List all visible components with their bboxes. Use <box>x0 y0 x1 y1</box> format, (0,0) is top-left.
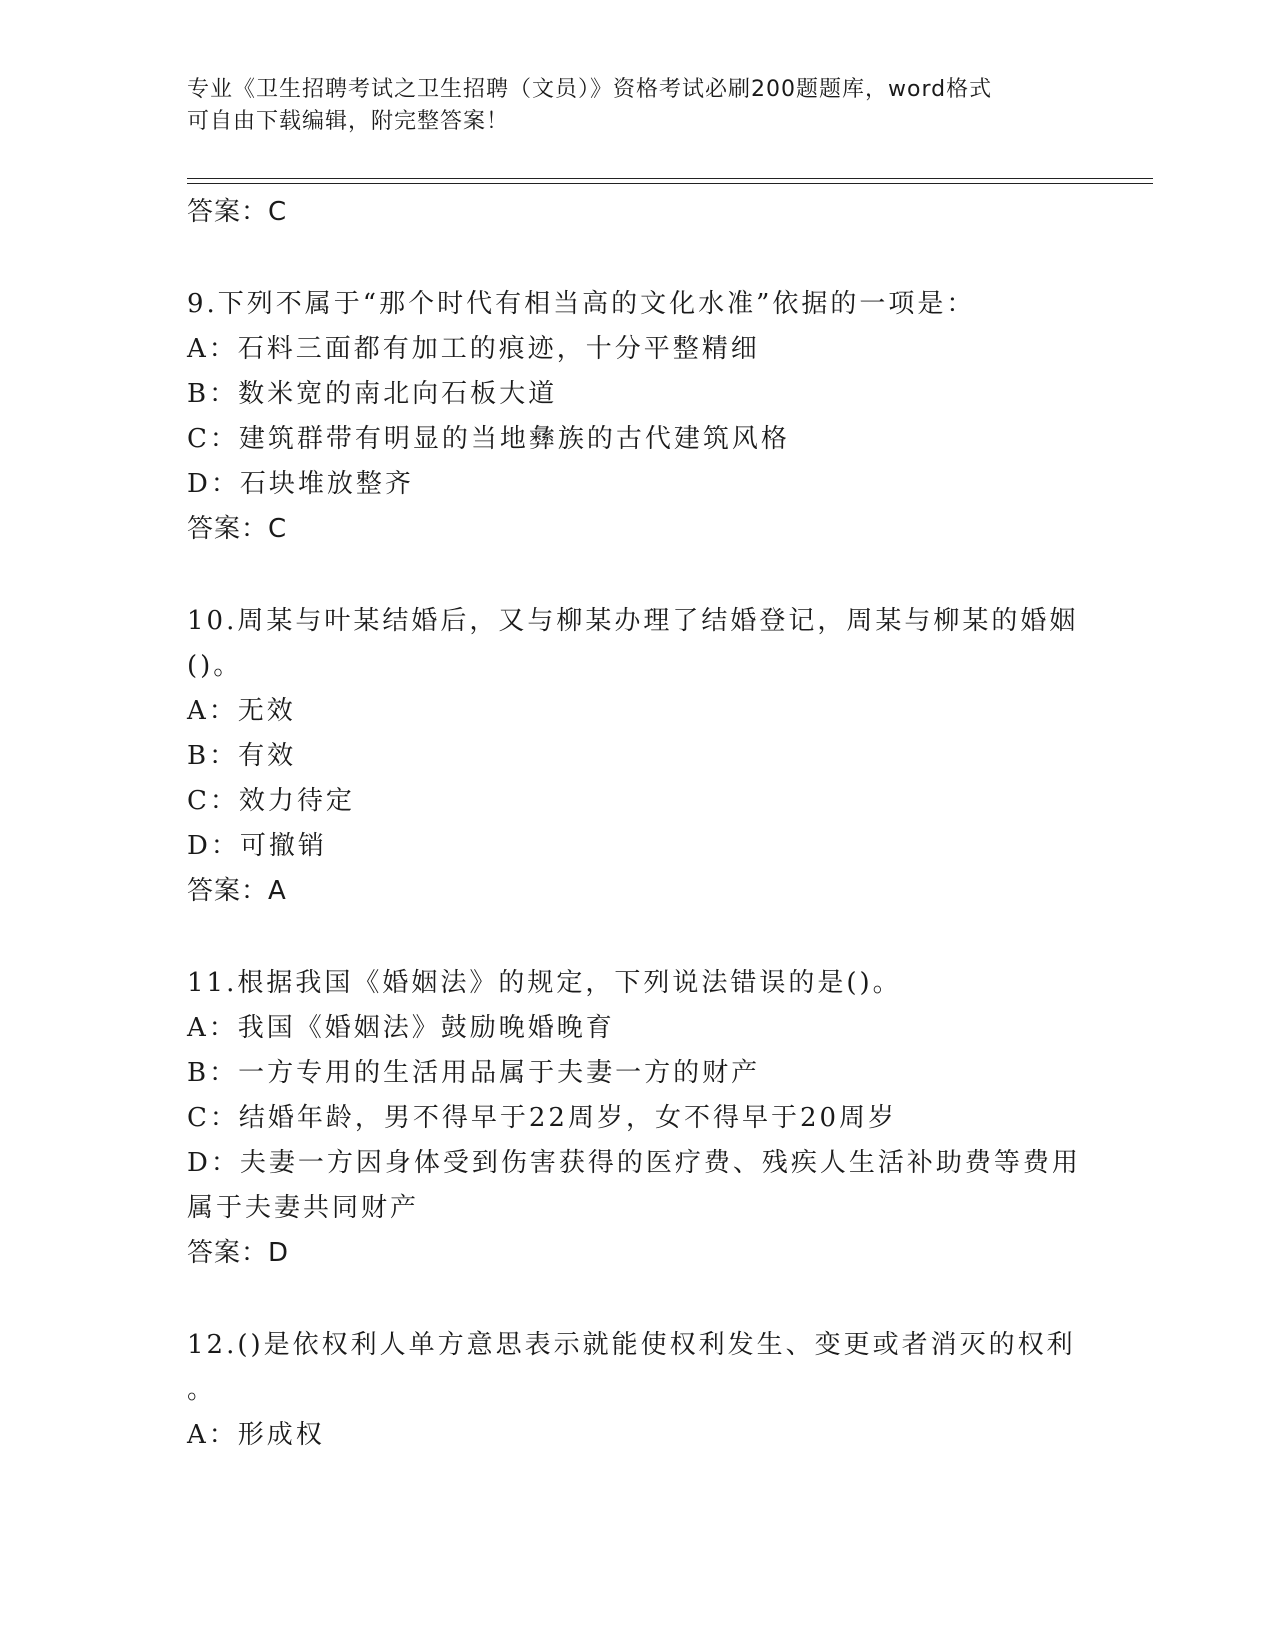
option-text: B：有效 <box>187 741 297 771</box>
question-list <box>187 190 1087 1458</box>
option-text: C：结婚年龄，男不得早于22周岁，女不得早于20周岁 <box>187 1103 898 1133</box>
header-line-2: 可自由下载编辑，附完整答案！ <box>187 109 510 134</box>
block-spacer <box>187 1276 1087 1323</box>
option-text: D：可撤销 <box>187 831 327 861</box>
option-text: 属于夫妻共同财产 <box>187 1193 420 1223</box>
option-text: C：建筑群带有明显的当地彝族的古代建筑风格 <box>187 424 790 454</box>
header-rule-bottom <box>187 183 1153 184</box>
block-spacer <box>187 235 1087 282</box>
option-text: C：效力待定 <box>187 786 355 816</box>
question-block <box>187 190 1087 235</box>
answer-text: 答案：D <box>187 1238 290 1268</box>
document-header <box>187 74 1067 138</box>
option-text: A：形成权 <box>187 1420 325 1450</box>
question-block <box>187 961 1087 1276</box>
option-text: D：石块堆放整齐 <box>187 469 414 499</box>
question-text: 10.周某与叶某结婚后，又与柳某办理了结婚登记，周某与柳某的婚姻 <box>187 606 1079 636</box>
option-text: B：一方专用的生活用品属于夫妻一方的财产 <box>187 1058 761 1088</box>
question-text: ()。 <box>187 651 243 681</box>
option-text: B：数米宽的南北向石板大道 <box>187 379 558 409</box>
header-rule-top <box>187 178 1153 179</box>
option-text: A：无效 <box>187 696 296 726</box>
answer-text: 答案：A <box>187 876 287 906</box>
header-line-1: 专业《卫生招聘考试之卫生招聘（文员）》资格考试必刷200题题库，word格式 <box>187 77 993 102</box>
question-text: 9.下列不属于“那个时代有相当高的文化水准”依据的一项是： <box>187 289 976 319</box>
option-text: A：我国《婚姻法》鼓励晚婚晚育 <box>187 1013 615 1043</box>
question-text: 11.根据我国《婚姻法》的规定，下列说法错误的是()。 <box>187 968 902 998</box>
question-block <box>187 282 1087 552</box>
question-block <box>187 1323 1087 1458</box>
question-block <box>187 599 1087 914</box>
option-text: D：夫妻一方因身体受到伤害获得的医疗费、残疾人生活补助费等费用 <box>187 1148 1081 1178</box>
block-spacer <box>187 552 1087 599</box>
answer-text: 答案：C <box>187 514 288 544</box>
answer-text: 答案：C <box>187 197 288 227</box>
option-text: A：石料三面都有加工的痕迹，十分平整精细 <box>187 334 760 364</box>
question-text: 。 <box>187 1375 217 1405</box>
question-text: 12.()是依权利人单方意思表示就能使权利发生、变更或者消灭的权利 <box>187 1330 1076 1360</box>
block-spacer <box>187 914 1087 961</box>
